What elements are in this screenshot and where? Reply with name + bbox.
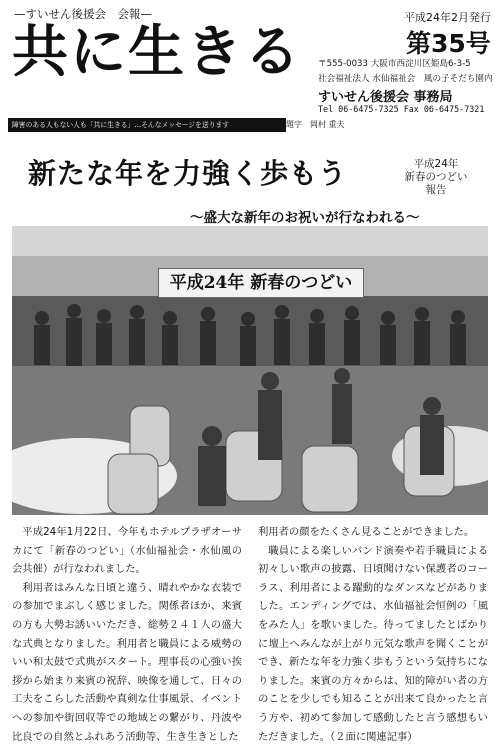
side-note-line: 平成24年 xyxy=(413,158,459,170)
publisher-org: 社会福祉法人 水仙福祉会 風の子そだち園内 xyxy=(318,74,493,84)
issue-date: 平成24年2月発行 xyxy=(404,11,491,24)
publisher-address-block xyxy=(318,57,493,87)
article-subheadline: 〜盛大な新年のお祝いが行なわれる〜 xyxy=(190,210,420,226)
publisher-address: 〒555-0033 大阪市西淀川区姫島6-3-5 xyxy=(318,59,471,69)
kicker-label: —すいせん後援会 会報— xyxy=(14,7,152,21)
tagline-bar: 障害のある人もない人も「共に生きる」…そんなメッセージを送ります xyxy=(8,118,286,132)
side-note-line: 新春のつどい xyxy=(404,171,468,183)
publisher-office: すいせん後援会 事務局 xyxy=(318,90,453,105)
article-paragraph: 利用者はみんな日頃と違う、晴れやかな衣装での参加でまぶしく感じました。関係者ほか、来賓の方も大勢お誘いいただき、総勢２４１人の盛大な式典となりました。利用者と職員による威勢のいい和太鼓で式典がスタート。理事長の心強い挨拶から始まり来賓の祝辞、映像を通して、日々の工夫をこらした活動や真剣な仕事風景、イベントへの参加や街回収等での地域との繋がり、丹波や比良での自然とふれあう活動等、生き生きとした xyxy=(12,581,242,743)
article-headline: 新たな年を力強く歩もう xyxy=(28,157,348,190)
issue-number: 第35号 xyxy=(406,29,491,58)
publisher-contact: Tel 06-6475-7325 Fax 06-6475-7321 xyxy=(318,104,485,114)
article-column-left xyxy=(12,523,242,746)
calligraphy-credit: 題字 岡村 重夫 xyxy=(286,120,345,129)
side-note-line: 報告 xyxy=(425,184,447,196)
photo-banner: 平成24年 新春のつどい xyxy=(158,268,364,298)
article-column-right xyxy=(258,523,488,746)
article-paragraph: 平成24年1月22日、今年もホテルプラザオーサカにて「新春のつどい」（水仙福祉会・水仙風の会共催）が行なわれました。 xyxy=(12,526,242,576)
report-side-note xyxy=(392,158,480,197)
article-paragraph: 利用者の顔をたくさん見ることができました。 xyxy=(258,526,475,538)
event-photo xyxy=(12,226,488,515)
article-paragraph: 職員による楽しいバンド演奏や若手職員による初々しい歌声の披露、日頃聞けない保護者のコーラス、利用者による躍動的なダンスなどがありました。エンディングでは、水仙福祉会恒例の「風をみた人」を歌いました。待ってましたとばかりに壇上へみんなが上がり元気な歌声を聞くことができ、新たな年を力強く歩もうという気持ちになりました。来賓の方々からは、知的障がい者の方のことを少しでも知ることが出来て良かったと言う方や、初めて参加して感動したと言う感想もいただきました。（２面に関連記事） xyxy=(258,544,488,743)
newsletter-title: 共に生きる xyxy=(12,19,302,85)
